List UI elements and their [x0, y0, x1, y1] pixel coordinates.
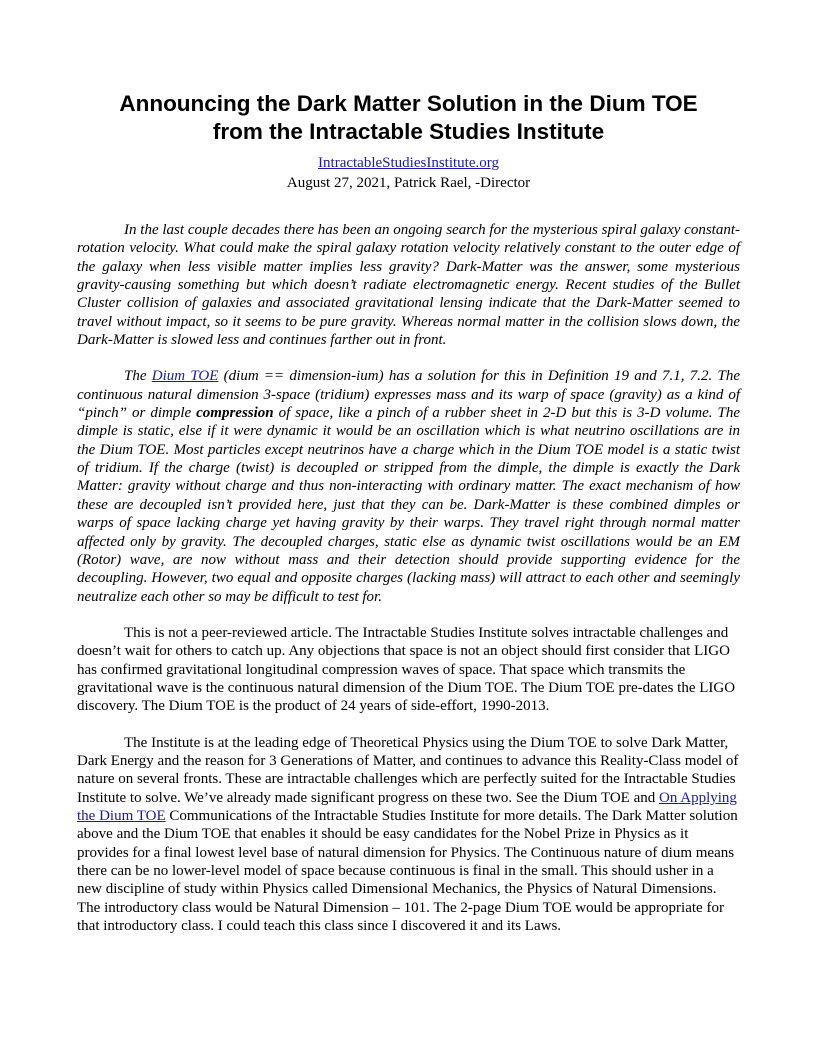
paragraph-3: This is not a peer-reviewed article. The Intractable Studies Institute solves intractable challenges and doesn’t wait for others to catch up. Any objections that space is not an object should first consider that LIGO has confirmed gravitational longitudinal compression waves of space. That space which transmits the gravitational wave is the continuous natural dimension of the Dium TOE. The Dium TOE pre-dates the LIGO discovery. The Dium TOE is the product of 24 years of side-effort, 1990-2013. — [77, 624, 736, 715]
document-page — [77, 90, 740, 935]
website-link[interactable]: IntractableStudiesInstitute.org — [318, 155, 499, 171]
paragraph-2-mid: (dium == dimension-ium) has a solution for this in Definition 19 and 7.1, 7.2. The continuous natural dimension 3-space (tridium) expresses mass and its warp of space (gravity) as a kind of “pinch” or dimple — [77, 368, 740, 422]
dium-toe-link[interactable]: Dium TOE — [151, 368, 219, 385]
paragraph-4 — [77, 734, 740, 936]
byline — [77, 153, 740, 193]
paragraph-2-pre: The — [124, 368, 152, 385]
dateline: August 27, 2021, Patrick Rael, -Director — [286, 175, 531, 191]
paragraph-4-post: Communications of the Intractable Studies Institute for more details. The Dark Matter solution above and the Dium TOE that enables it should be easy candidates for the Nobel Prize in Physics as it provides for a final lowest level base of natural dimension for Physics. The Continuous nature of dium means there can be no lower-level model of space because continuous is final in the small. This should usher in a new discipline of study within Physics called Dimensional Mechanics, the Physics of Natural Dimensions. The introductory class would be Natural Dimension – 101. The 2-page Dium TOE would be appropriate for that introductory class. I could teach this class since I discovered it and its Laws. — [77, 807, 738, 935]
title-line-1: Announcing the Dark Matter Solution in the Dium TOE — [119, 91, 698, 116]
compression-emphasis: compression — [196, 405, 274, 422]
paragraph-2-post: of space, like a pinch of a rubber sheet in 2-D but this is 3-D volume. The dimple is static, else if it were dynamic it would be an oscillation which is what neutrino oscillations are in the Dium TOE. Most particles except neutrinos have a charge which in the Dium TOE model is a static twist of tridium. If the charge (twist) is decoupled or stripped from the dimple, the dimple is exactly the Dark Matter: gravity without charge and thus non-interacting with ordinary matter. The exact mechanism of how these are decoupled isn’t provided here, just that they can be. Dark-Matter is these combined dimples or warps of space lacking charge yet having gravity by their warps. They travel right through normal matter affected only by gravity. The decoupled charges, static else as dynamic twist oscillations would be an EM (Rotor) wave, are now without mass and their detection should provide supporting evidence for the decoupling. However, two equal and opposite charges (lacking mass) will attract to each other and seemingly neutralize each other so may be difficult to test for. — [77, 405, 740, 605]
on-applying-dium-toe-link[interactable]: On Applying the Dium TOE — [77, 789, 737, 824]
title-line-2: from the Intractable Studies Institute — [212, 119, 605, 144]
page-title — [77, 90, 740, 146]
paragraph-2 — [77, 367, 740, 605]
paragraph-1: In the last couple decades there has been an ongoing search for the mysterious spiral galaxy constant-rotation velocity. What could make the spiral galaxy rotation velocity relatively constant to the outer edge of the galaxy when less visible matter implies less gravity? Dark-Matter was the answer, some mysterious gravity-causing something but which doesn’t radiate electromagnetic energy. Recent studies of the Bullet Cluster collision of galaxies and associated gravitational lensing indicate that the Dark-Matter seemed to travel without impact, so it seems to be pure gravity. Whereas normal matter in the collision slows down, the Dark-Matter is slowed less and continues farther out in front. — [77, 222, 740, 349]
paragraph-4-pre: The Institute is at the leading edge of Theoretical Physics using the Dium TOE to solve Dark Matter, Dark Energy and the reason for 3 Generations of Matter, and continues to advance this Reality-Class model of nature on several fronts. These are intractable challenges which are perfectly suited for the Intractable Studies Institute to solve. We’ve already made significant progress on these two. See the Dium TOE and — [77, 734, 739, 806]
